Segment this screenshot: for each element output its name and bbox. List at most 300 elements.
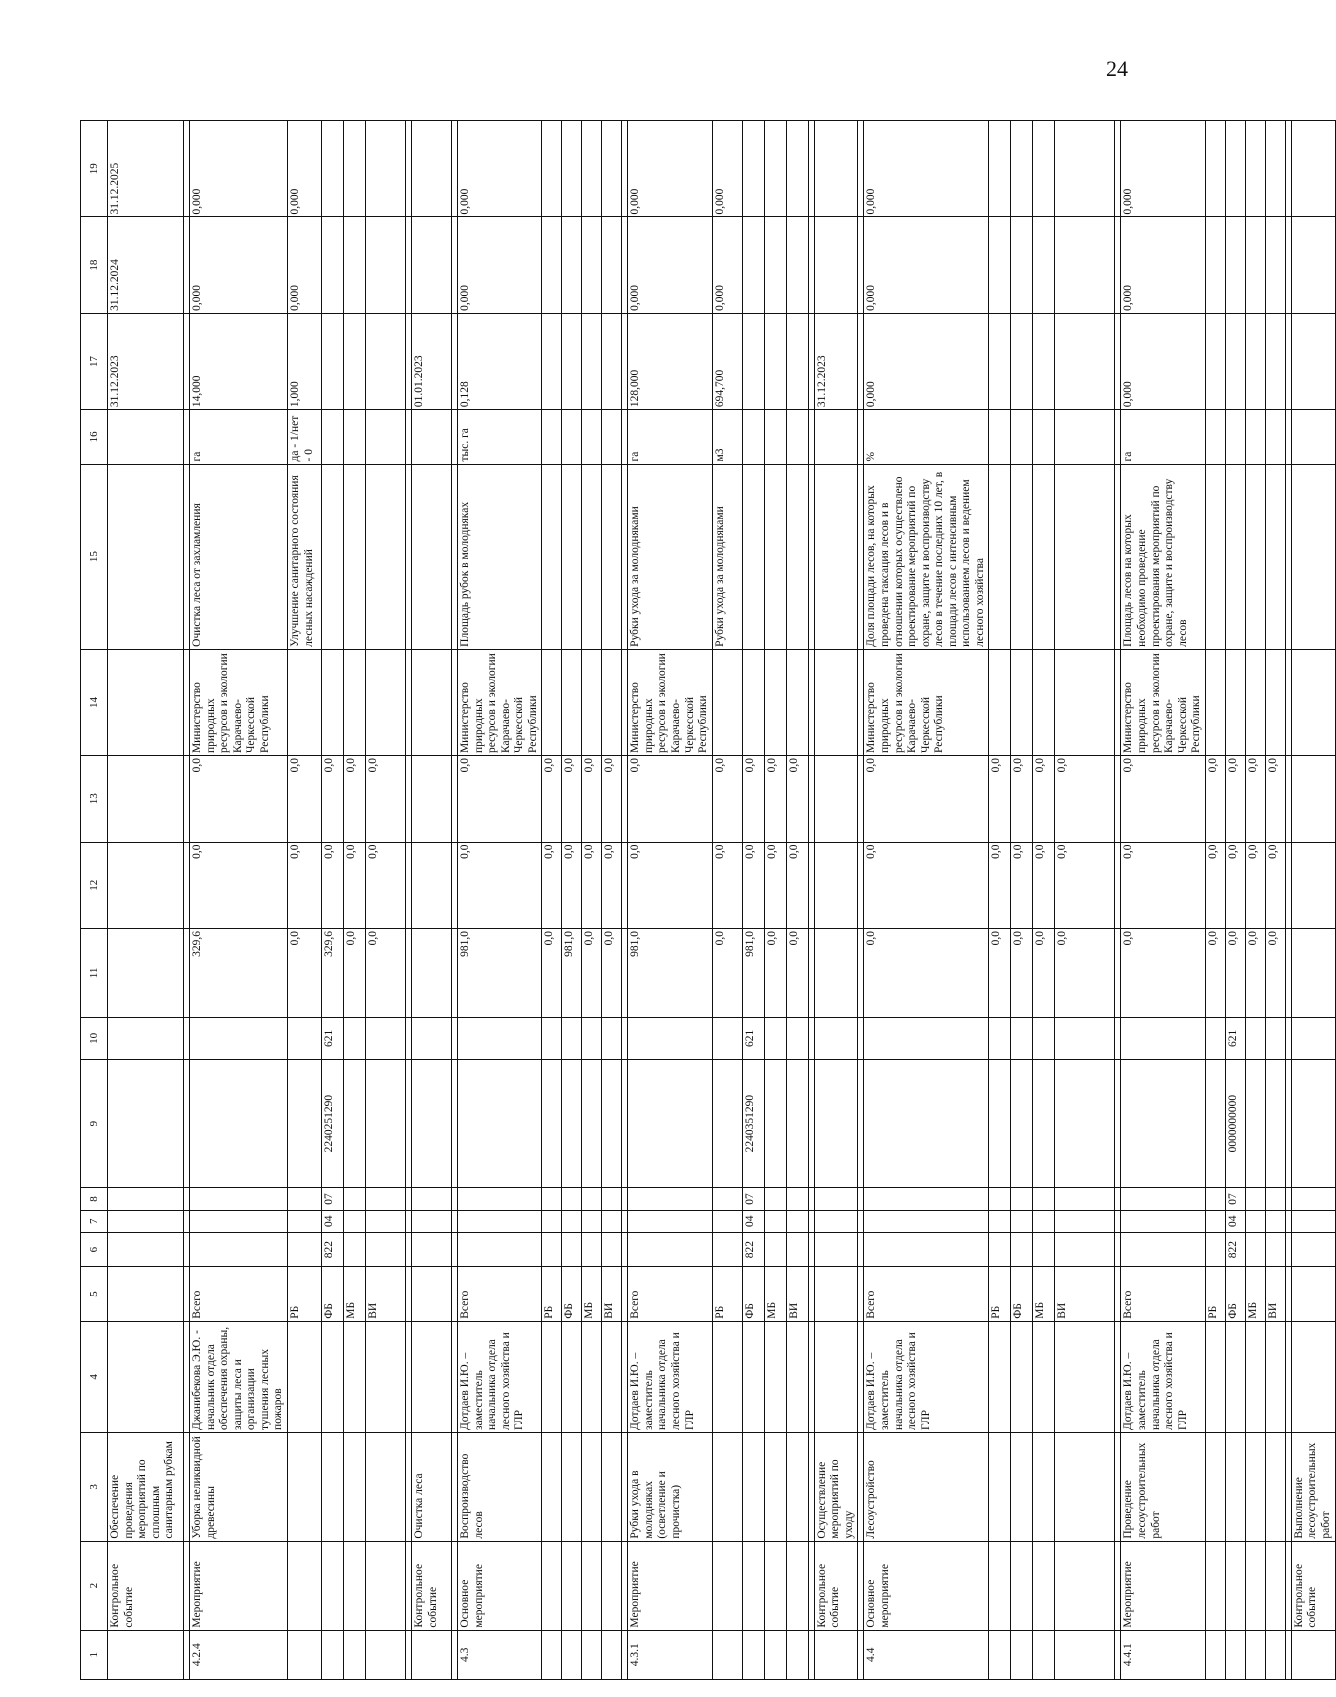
table-cell: Всего: [1121, 1267, 1205, 1321]
table-cell: [764, 1432, 786, 1541]
table-cell: [1205, 1432, 1225, 1541]
table-row: [602, 121, 622, 1680]
table-cell: [411, 842, 451, 928]
table-cell: [764, 1188, 786, 1210]
table-cell: [321, 121, 343, 217]
table-cell: 128,000: [628, 313, 712, 409]
table-cell: [365, 1059, 405, 1187]
table-cell: м3: [712, 410, 742, 464]
table-cell: [582, 1321, 602, 1432]
table-cell: [602, 1232, 622, 1267]
table-cell: Рубки ухода за молодняками: [628, 464, 712, 649]
column-header: 17: [81, 313, 108, 409]
table-cell: Основное мероприятие: [457, 1541, 541, 1630]
table-cell: [602, 1059, 622, 1187]
table-cell: 0,0: [1121, 928, 1205, 1017]
table-cell: [814, 410, 858, 464]
table-row: [989, 121, 1011, 1680]
table-cell: [628, 1059, 712, 1187]
table-cell: [602, 121, 622, 217]
table-cell: 0,0: [602, 756, 622, 842]
table-cell: [989, 1188, 1011, 1210]
table-cell: [742, 410, 764, 464]
table-cell: [1245, 464, 1265, 649]
table-cell: ФБ: [1225, 1267, 1245, 1321]
table-cell: 0,0: [1225, 756, 1245, 842]
table-cell: [712, 1188, 742, 1210]
table-cell: [712, 1432, 742, 1541]
program-activities-table: [80, 120, 1336, 1680]
table-cell: 0,000: [287, 121, 321, 217]
table-cell: [582, 1017, 602, 1059]
table-cell: [190, 1210, 288, 1232]
table-cell: 0,0: [1121, 842, 1205, 928]
column-header: 18: [81, 217, 108, 313]
table-cell: [1291, 842, 1335, 928]
table-cell: 4.4: [864, 1630, 989, 1679]
table-cell: [1205, 1210, 1225, 1232]
table-cell: [1265, 1321, 1285, 1432]
table-cell: 0,0: [989, 928, 1011, 1017]
table-cell: Улучшение санитарного состояния лесных насаждений: [287, 464, 321, 649]
table-cell: 0,0: [786, 756, 808, 842]
table-cell: [989, 1630, 1011, 1679]
table-cell: [1033, 1630, 1055, 1679]
table-cell: Лесоустройство: [864, 1432, 989, 1541]
table-cell: [1245, 649, 1265, 755]
table-cell: РБ: [542, 1267, 562, 1321]
table-cell: Выполнение лесоустроительных работ: [1291, 1432, 1335, 1541]
table-cell: 0,0: [628, 756, 712, 842]
table-cell: [343, 1059, 365, 1187]
table-cell: ВИ: [1055, 1267, 1115, 1321]
table-cell: ВИ: [602, 1267, 622, 1321]
table-cell: [1265, 313, 1285, 409]
table-cell: [1245, 1321, 1265, 1432]
table-row: [864, 121, 989, 1680]
table-cell: 0,0: [1225, 842, 1245, 928]
table-cell: ВИ: [1265, 1267, 1285, 1321]
table-row: [1205, 121, 1225, 1680]
table-cell: [742, 1630, 764, 1679]
table-cell: [287, 649, 321, 755]
table-cell: [864, 1059, 989, 1187]
table-row: [1291, 121, 1335, 1680]
header-row: [81, 121, 108, 1680]
column-header: 3: [81, 1432, 108, 1541]
table-cell: 0,000: [190, 217, 288, 313]
table-cell: 07: [742, 1188, 764, 1210]
table-cell: [1033, 649, 1055, 755]
table-cell: 04: [321, 1210, 343, 1232]
table-cell: 0,0: [1011, 842, 1033, 928]
table-row: [1033, 121, 1055, 1680]
table-cell: [582, 1188, 602, 1210]
table-cell: [814, 1267, 858, 1321]
table-cell: [190, 1059, 288, 1187]
table-cell: 1,000: [287, 313, 321, 409]
table-cell: [321, 649, 343, 755]
table-cell: [864, 1210, 989, 1232]
table-cell: 0,000: [457, 121, 541, 217]
table-cell: [1245, 1210, 1265, 1232]
table-cell: [343, 1017, 365, 1059]
table-cell: 0,000: [712, 121, 742, 217]
table-cell: 0,0: [190, 842, 288, 928]
table-cell: 0,0: [562, 756, 582, 842]
table-cell: 0,0: [365, 842, 405, 928]
table-cell: [602, 1321, 622, 1432]
table-row: [321, 121, 343, 1680]
table-cell: [1121, 1188, 1205, 1210]
table-cell: [814, 649, 858, 755]
table-cell: [1225, 1321, 1245, 1432]
table-cell: [1033, 410, 1055, 464]
table-cell: [989, 121, 1011, 217]
table-cell: [814, 121, 858, 217]
table-cell: [989, 1210, 1011, 1232]
table-cell: 4.3: [457, 1630, 541, 1679]
table-cell: 0,0: [1265, 756, 1285, 842]
table-cell: [411, 1321, 451, 1432]
table-cell: [1265, 464, 1285, 649]
table-cell: 0,0: [864, 756, 989, 842]
table-cell: [321, 313, 343, 409]
table-cell: [1291, 1267, 1335, 1321]
table-row: [786, 121, 808, 1680]
table-cell: [1205, 313, 1225, 409]
column-header: 5: [81, 1267, 108, 1321]
table-cell: [786, 1432, 808, 1541]
table-cell: [1011, 1017, 1033, 1059]
table-cell: ФБ: [321, 1267, 343, 1321]
column-header: 9: [81, 1059, 108, 1187]
table-cell: Министерство природных ресурсов и экологии Карачаево-Черкесской Республики: [457, 649, 541, 755]
table-cell: [1055, 217, 1115, 313]
table-cell: [108, 842, 184, 928]
table-cell: [814, 1059, 858, 1187]
table-cell: 0,0: [1055, 842, 1115, 928]
table-cell: [542, 649, 562, 755]
table-cell: [108, 1017, 184, 1059]
table-cell: Мероприятие: [190, 1541, 288, 1630]
table-cell: [814, 1630, 858, 1679]
table-cell: [764, 1321, 786, 1432]
table-cell: [712, 1541, 742, 1630]
table-cell: [1265, 1210, 1285, 1232]
table-cell: 31.12.2023: [108, 313, 184, 409]
table-cell: 621: [742, 1017, 764, 1059]
table-cell: [1055, 464, 1115, 649]
table-cell: 0,0: [712, 756, 742, 842]
table-row: [628, 121, 712, 1680]
table-cell: [582, 649, 602, 755]
table-cell: 0,0: [1205, 842, 1225, 928]
column-header: 11: [81, 928, 108, 1017]
table-cell: 0,128: [457, 313, 541, 409]
table-cell: [764, 1541, 786, 1630]
table-cell: Министерство природных ресурсов и экологии Карачаево-Черкесской Республики: [628, 649, 712, 755]
table-cell: 621: [321, 1017, 343, 1059]
table-cell: 0,0: [1055, 928, 1115, 1017]
table-cell: [1011, 313, 1033, 409]
table-cell: [562, 1432, 582, 1541]
table-cell: [411, 217, 451, 313]
table-cell: 0,0: [321, 842, 343, 928]
table-cell: [602, 217, 622, 313]
table-cell: %: [864, 410, 989, 464]
table-cell: [1291, 1188, 1335, 1210]
table-cell: 0,000: [1121, 217, 1205, 313]
table-row: [190, 121, 288, 1680]
table-cell: [786, 1630, 808, 1679]
table-cell: 0,0: [1245, 842, 1265, 928]
table-cell: [1225, 464, 1245, 649]
table-cell: [1205, 410, 1225, 464]
table-cell: [1265, 410, 1285, 464]
page-number: 24: [1106, 56, 1128, 81]
table-cell: [814, 928, 858, 1017]
table-cell: [1055, 1432, 1115, 1541]
table-cell: Всего: [864, 1267, 989, 1321]
table-cell: 0,0: [742, 756, 764, 842]
table-cell: 0,0: [1011, 928, 1033, 1017]
table-cell: [814, 1210, 858, 1232]
column-header: 1: [81, 1630, 108, 1679]
table-cell: [287, 1017, 321, 1059]
table-cell: 0,0: [1265, 928, 1285, 1017]
table-cell: 0,0: [1011, 756, 1033, 842]
table-cell: 0,0: [365, 928, 405, 1017]
table-cell: [1011, 1188, 1033, 1210]
table-cell: [814, 1017, 858, 1059]
table-cell: Контрольное событие: [1291, 1541, 1335, 1630]
table-cell: [1245, 121, 1265, 217]
table-row: [1265, 121, 1285, 1680]
table-cell: [1265, 121, 1285, 217]
table-cell: [712, 1630, 742, 1679]
table-cell: [287, 1232, 321, 1267]
table-cell: [742, 1321, 764, 1432]
table-row: [1245, 121, 1265, 1680]
table-cell: [542, 217, 562, 313]
table-cell: Министерство природных ресурсов и экологии Карачаево-Черкесской Республики: [864, 649, 989, 755]
table-cell: 4.4.1: [1121, 1630, 1205, 1679]
table-cell: [602, 410, 622, 464]
table-cell: ВИ: [365, 1267, 405, 1321]
table-cell: [1291, 1017, 1335, 1059]
table-cell: [989, 1059, 1011, 1187]
table-cell: [742, 1541, 764, 1630]
table-cell: [742, 121, 764, 217]
table-cell: [542, 1321, 562, 1432]
table-cell: [190, 1188, 288, 1210]
table-cell: [1245, 1017, 1265, 1059]
table-cell: [1265, 1432, 1285, 1541]
table-cell: [764, 121, 786, 217]
column-header: 6: [81, 1232, 108, 1267]
table-cell: [365, 464, 405, 649]
table-cell: 0,0: [343, 928, 365, 1017]
table-cell: [190, 1017, 288, 1059]
table-cell: [108, 464, 184, 649]
table-cell: 31.12.2024: [108, 217, 184, 313]
table-cell: [457, 1017, 541, 1059]
table-cell: [864, 1232, 989, 1267]
table-cell: [814, 1232, 858, 1267]
table-cell: 0,0: [343, 842, 365, 928]
table-cell: Министерство природных ресурсов и экологии Карачаево-Черкесской Республики: [1121, 649, 1205, 755]
table-cell: [1055, 1188, 1115, 1210]
table-cell: 0,0: [989, 756, 1011, 842]
table-cell: [542, 1188, 562, 1210]
table-cell: [1225, 1630, 1245, 1679]
table-cell: 0,0: [343, 756, 365, 842]
table-cell: [764, 410, 786, 464]
table-cell: 694,700: [712, 313, 742, 409]
table-cell: [411, 121, 451, 217]
table-cell: 0000000000: [1225, 1059, 1245, 1187]
table-cell: 14,000: [190, 313, 288, 409]
table-cell: [786, 121, 808, 217]
table-cell: Контрольное событие: [814, 1541, 858, 1630]
table-cell: 0,000: [190, 121, 288, 217]
table-cell: [562, 1232, 582, 1267]
table-cell: [602, 464, 622, 649]
table-cell: 0,0: [1225, 928, 1245, 1017]
table-cell: 0,0: [1033, 842, 1055, 928]
column-header: 10: [81, 1017, 108, 1059]
table-row: [712, 121, 742, 1680]
table-cell: 0,000: [1121, 121, 1205, 217]
table-cell: [365, 649, 405, 755]
table-cell: Мероприятие: [628, 1541, 712, 1630]
table-cell: [411, 649, 451, 755]
table-cell: [1265, 1059, 1285, 1187]
table-cell: [764, 1630, 786, 1679]
table-cell: [411, 1630, 451, 1679]
table-cell: [814, 1321, 858, 1432]
table-cell: [628, 1232, 712, 1267]
table-cell: [108, 1630, 184, 1679]
table-cell: 31.12.2023: [814, 313, 858, 409]
table-row: [542, 121, 562, 1680]
table-cell: 0,0: [764, 928, 786, 1017]
table-cell: [989, 464, 1011, 649]
table-cell: Основное мероприятие: [864, 1541, 989, 1630]
table-cell: 0,000: [864, 217, 989, 313]
table-cell: [321, 1432, 343, 1541]
table-cell: [542, 313, 562, 409]
table-cell: [602, 1210, 622, 1232]
table-cell: [1205, 1017, 1225, 1059]
table-cell: 0,0: [786, 928, 808, 1017]
table-cell: [542, 121, 562, 217]
table-cell: [1055, 121, 1115, 217]
table-cell: [1055, 1232, 1115, 1267]
table-cell: [1291, 1059, 1335, 1187]
table-cell: 0,000: [1121, 313, 1205, 409]
table-cell: [1011, 1541, 1033, 1630]
table-cell: МБ: [343, 1267, 365, 1321]
table-cell: [764, 1017, 786, 1059]
table-cell: [108, 756, 184, 842]
table-cell: [742, 217, 764, 313]
table-cell: [1011, 1232, 1033, 1267]
table-cell: МБ: [1033, 1267, 1055, 1321]
table-cell: 2240251290: [321, 1059, 343, 1187]
table-cell: 0,0: [1121, 756, 1205, 842]
table-cell: 822: [1225, 1232, 1245, 1267]
table-cell: [786, 1541, 808, 1630]
table-cell: [287, 1432, 321, 1541]
table-cell: [712, 1210, 742, 1232]
table-cell: [542, 1232, 562, 1267]
table-cell: [1291, 756, 1335, 842]
table-cell: РБ: [712, 1267, 742, 1321]
table-cell: [343, 1432, 365, 1541]
table-cell: [321, 410, 343, 464]
table-row: [1121, 121, 1205, 1680]
table-cell: 621: [1225, 1017, 1245, 1059]
table-cell: 4.3.1: [628, 1630, 712, 1679]
table-cell: [562, 1017, 582, 1059]
column-header: 16: [81, 410, 108, 464]
table-cell: 4.2.4: [190, 1630, 288, 1679]
table-cell: [1033, 1188, 1055, 1210]
table-cell: [365, 1630, 405, 1679]
table-cell: 07: [1225, 1188, 1245, 1210]
table-cell: [1265, 217, 1285, 313]
table-cell: 0,0: [764, 756, 786, 842]
table-cell: [411, 1188, 451, 1210]
table-cell: [562, 1188, 582, 1210]
table-cell: [764, 217, 786, 313]
table-cell: [411, 928, 451, 1017]
column-header: 8: [81, 1188, 108, 1210]
table-cell: [1121, 1210, 1205, 1232]
table-cell: [365, 1432, 405, 1541]
table-row: [1225, 121, 1245, 1680]
table-cell: 0,0: [321, 756, 343, 842]
table-cell: 0,0: [582, 842, 602, 928]
table-cell: [562, 464, 582, 649]
table-cell: [1225, 217, 1245, 313]
table-cell: [989, 1541, 1011, 1630]
table-cell: [542, 1059, 562, 1187]
table-cell: 0,0: [786, 842, 808, 928]
table-cell: [786, 649, 808, 755]
table-cell: [411, 756, 451, 842]
table-cell: [602, 649, 622, 755]
table-cell: [1033, 1017, 1055, 1059]
table-cell: [365, 410, 405, 464]
table-cell: [1033, 313, 1055, 409]
table-row: [365, 121, 405, 1680]
table-cell: [1205, 1232, 1225, 1267]
column-header: 12: [81, 842, 108, 928]
table-cell: [411, 1267, 451, 1321]
table-cell: 981,0: [628, 928, 712, 1017]
table-cell: [764, 649, 786, 755]
table-cell: Очистка леса от захламления: [190, 464, 288, 649]
table-cell: [365, 1232, 405, 1267]
table-cell: [582, 1232, 602, 1267]
table-cell: [1121, 1059, 1205, 1187]
table-cell: [764, 1210, 786, 1232]
table-cell: [1245, 1541, 1265, 1630]
table-cell: [1265, 1188, 1285, 1210]
